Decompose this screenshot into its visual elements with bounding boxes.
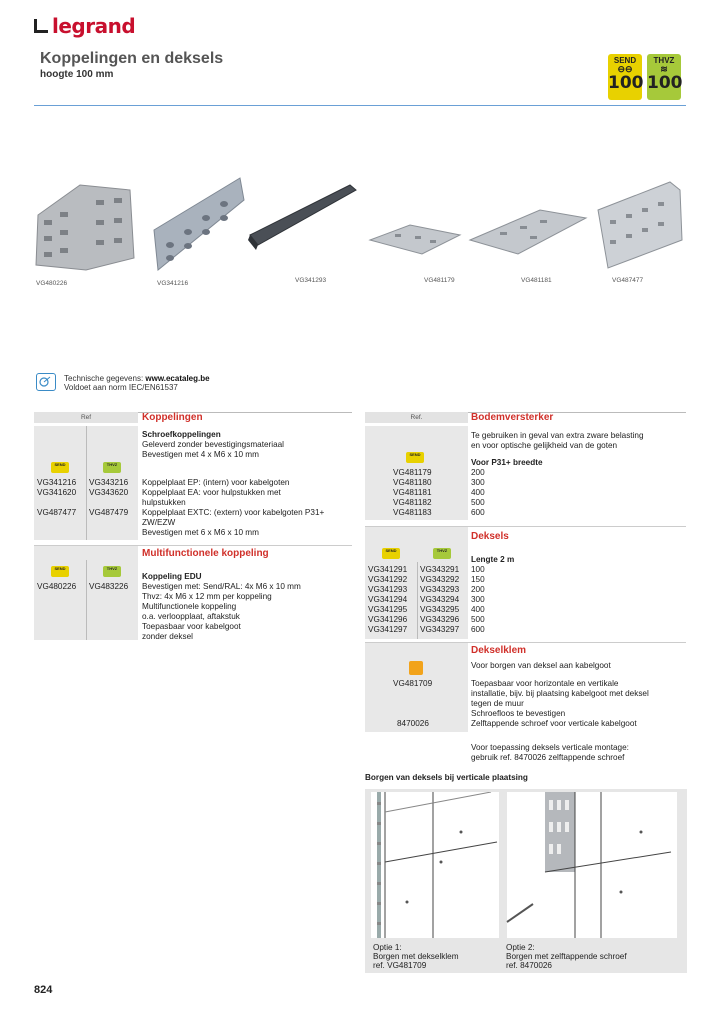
- ref-code: VG481709: [393, 679, 433, 688]
- page-number: 824: [34, 984, 53, 996]
- product-images: [30, 170, 690, 290]
- width-value: 300: [471, 595, 485, 604]
- send-mini-label: SEND: [54, 462, 66, 467]
- page-title: Koppelingen en deksels: [40, 50, 224, 67]
- option1-line: ref. VG481709: [373, 961, 427, 970]
- width-value: 600: [471, 508, 485, 517]
- dekselklem-desc: Toepasbaar voor horizontale en vertikale: [471, 679, 619, 688]
- borgen-title: Borgen van deksels bij verticale plaatsing: [365, 773, 528, 782]
- ref-code: VG343293: [420, 585, 460, 594]
- send-mini-icon: [51, 462, 69, 473]
- diagram-panel-option1: [371, 792, 499, 938]
- thvz-mini-icon: [103, 462, 121, 473]
- width-value: 500: [471, 615, 485, 624]
- thvz-badge-label: THVZ: [653, 56, 675, 65]
- dekselklem-desc: installatie, bijv. bij plaatsing kabelgoot met deksel: [471, 689, 649, 698]
- send-mini-icon: [406, 452, 424, 463]
- section-title-koppelingen: Koppelingen: [142, 412, 203, 423]
- send-mini-label: SEND: [409, 452, 421, 457]
- thvz-badge-number: 100: [647, 73, 683, 93]
- product-caption: VG481179: [424, 277, 455, 284]
- borgen-diagram: [371, 792, 681, 938]
- section-title-multi: Multifunctionele koppeling: [142, 548, 269, 559]
- ref-code: VG343296: [420, 615, 460, 624]
- ref-code: VG343620: [89, 488, 129, 497]
- send-symbol-icon: ⊖⊖: [617, 64, 633, 74]
- ref-code: VG487477: [37, 508, 77, 517]
- tech-label: Technische gegevens:: [64, 374, 146, 383]
- multi-subtitle: Koppeling EDU: [142, 572, 202, 581]
- technical-data-icon: [36, 373, 56, 391]
- section-title-deksels: Deksels: [471, 531, 509, 542]
- option2-title: Optie 2:: [506, 943, 535, 952]
- ref-code: VG341293: [368, 585, 408, 594]
- row-desc: Thvz: 4x M6 x 12 mm per koppeling: [142, 592, 272, 601]
- dekselklem-note: Voor toepassing deksels verticale montage:: [471, 743, 629, 752]
- send-mini-label: SEND: [54, 566, 66, 571]
- koppelingen-subtitle: Schroefkoppelingen: [142, 430, 221, 439]
- brand-logo: [34, 14, 135, 38]
- logo-mark-icon: [34, 19, 48, 33]
- ref-code: VG341216: [37, 478, 77, 487]
- width-value: 200: [471, 585, 485, 594]
- ref-code: VG341620: [37, 488, 77, 497]
- ref-code: VG343292: [420, 575, 460, 584]
- ref-header: Ref: [34, 412, 138, 423]
- product-caption: VG341216: [157, 280, 189, 287]
- ref-code: VG341295: [368, 605, 408, 614]
- product-image-vg341293: [248, 185, 356, 250]
- koppelingen-desc: Geleverd zonder bevestigingsmateriaal: [142, 440, 284, 449]
- ref-code: VG341296: [368, 615, 408, 624]
- product-caption: VG487477: [612, 277, 644, 284]
- ref-code: VG481183: [393, 508, 432, 517]
- thvz-mini-icon: [433, 548, 451, 559]
- send-mini-icon: [51, 566, 69, 577]
- norm-text: Voldoet aan norm IEC/EN61537: [64, 383, 178, 392]
- product-image-vg487477: [598, 182, 682, 268]
- row-desc: hulpstukken: [142, 498, 186, 507]
- product-image-vg481179: [370, 225, 460, 254]
- row-desc: Koppelplaat EA: voor hulpstukken met: [142, 488, 281, 497]
- ref-code: VG481180: [393, 478, 432, 487]
- koppelingen-desc: Bevestigen met 4 x M6 x 10 mm: [142, 450, 259, 459]
- thvz-mini-label: THVZ: [106, 566, 118, 571]
- send-mini-icon: [382, 548, 400, 559]
- ref-code: VG341294: [368, 595, 408, 604]
- row-desc: Multifunctionele koppeling: [142, 602, 237, 611]
- width-value: 100: [471, 565, 485, 574]
- thvz-mini-label: THVZ: [106, 462, 118, 467]
- ref-code: VG341292: [368, 575, 408, 584]
- technical-info: [64, 374, 210, 392]
- product-image-vg341216: [154, 178, 244, 270]
- product-image-vg481181: [470, 210, 586, 254]
- width-value: 400: [471, 605, 485, 614]
- row-desc: Bevestigen met 6 x M6 x 10 mm: [142, 528, 259, 537]
- row-desc: Toepasbaar voor kabelgoot: [142, 622, 241, 631]
- product-type-icon: [409, 661, 423, 675]
- thvz-mini-label: THVZ: [436, 548, 448, 553]
- bodem-desc: en voor optische gelijkheid van de goten: [471, 441, 618, 450]
- ref-header: Ref.: [365, 412, 468, 423]
- ref-code: VG487479: [89, 508, 129, 517]
- ref-code: VG481179: [393, 468, 432, 477]
- ref-code: VG343216: [89, 478, 129, 487]
- ref-code: 8470026: [397, 719, 429, 728]
- dekselklem-desc: tegen de muur: [471, 699, 524, 708]
- row-desc: Koppelplaat EP: (intern) voor kabelgoten: [142, 478, 290, 487]
- row-desc: zonder deksel: [142, 632, 193, 641]
- page-subtitle: hoogte 100 mm: [40, 69, 114, 80]
- send-badge-number: 100: [608, 73, 644, 93]
- width-value: 150: [471, 575, 485, 584]
- option2-line: ref. 8470026: [506, 961, 552, 970]
- ref-code: VG343294: [420, 595, 460, 604]
- ref-code: VG341291: [368, 565, 408, 574]
- dekselklem-desc: Voor borgen van deksel aan kabelgoot: [471, 661, 611, 670]
- width-value: 300: [471, 478, 485, 487]
- bodem-desc: Te gebruiken in geval van extra zware belasting: [471, 431, 644, 440]
- dekselklem-desc: Schroefloos te bevestigen: [471, 709, 566, 718]
- send-badge: [608, 54, 642, 100]
- dekselklem-note: gebruik ref. 8470026 zelftappende schroef: [471, 753, 625, 762]
- row-desc: Koppelplaat EXTC: (extern) voor kabelgoten P31+: [142, 508, 325, 517]
- ref-code: VG343295: [420, 605, 460, 614]
- ref-code: VG480226: [37, 582, 77, 591]
- bodem-subtitle: Voor P31+ breedte: [471, 458, 543, 467]
- option1-line: Borgen met dekselklem: [373, 952, 459, 961]
- column-divider: [417, 562, 418, 639]
- ref-code: VG483226: [89, 582, 129, 591]
- option1-title: Optie 1:: [373, 943, 402, 952]
- column-divider: [86, 560, 87, 640]
- width-value: 400: [471, 488, 485, 497]
- product-image-vg480226: [36, 185, 134, 270]
- ref-code: VG481182: [393, 498, 432, 507]
- thvz-symbol-icon: ≋: [660, 64, 668, 74]
- dekselklem-desc: Zelftappende schroef voor verticale kabelgoot: [471, 719, 637, 728]
- ref-code: VG343291: [420, 565, 460, 574]
- width-value: 200: [471, 468, 485, 477]
- width-value: 600: [471, 625, 485, 634]
- product-caption: VG341293: [295, 277, 327, 284]
- width-value: 500: [471, 498, 485, 507]
- product-caption: VG480226: [36, 280, 68, 287]
- row-desc: ZW/EZW: [142, 518, 176, 527]
- product-caption: VG481181: [521, 277, 552, 284]
- deksels-subtitle: Lengte 2 m: [471, 555, 515, 564]
- brand-name: legrand: [52, 14, 136, 38]
- ecataleg-link[interactable]: www.ecataleg.be: [145, 374, 210, 383]
- ref-code: VG341297: [368, 625, 408, 634]
- header-divider: [34, 105, 686, 106]
- ref-code: VG343297: [420, 625, 460, 634]
- ref-code: VG481181: [393, 488, 432, 497]
- send-mini-label: SEND: [385, 548, 397, 553]
- column-divider: [86, 426, 87, 540]
- section-title-bodem: Bodemversterker: [471, 412, 554, 423]
- section-title-dekselklem: Dekselklem: [471, 645, 527, 656]
- option2-line: Borgen met zelftappende schroef: [506, 952, 627, 961]
- row-desc: o.a. verloopplaat, aftakstuk: [142, 612, 240, 621]
- send-badge-label: SEND: [613, 56, 637, 65]
- thvz-badge: [647, 54, 681, 100]
- thvz-mini-icon: [103, 566, 121, 577]
- row-desc: Bevestigen met: Send/RAL: 4x M6 x 10 mm: [142, 582, 301, 591]
